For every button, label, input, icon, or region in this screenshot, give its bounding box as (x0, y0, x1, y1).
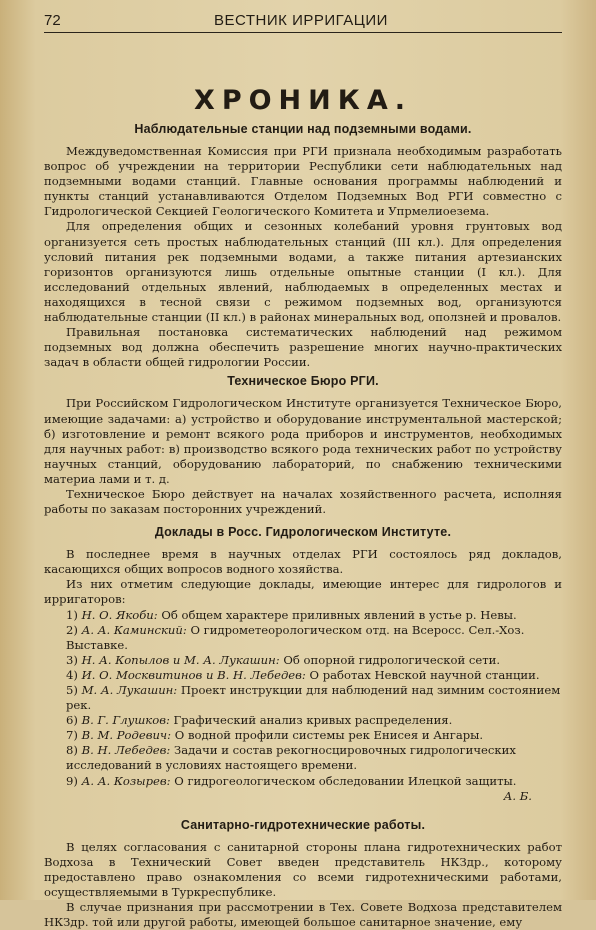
section-heading-reports: Доклады в Росс. Гидрологическом Институте. (154, 525, 452, 540)
list-item: 3) Н. А. Копылов и М. А. Лукашин: Об опорной гидрологической сети. (66, 652, 501, 667)
section-heading-technical-bureau: Техническое Бюро РГИ. (227, 374, 379, 389)
paragraph: Из них отметим следующие доклады, имеющие интерес для гидрологов и ирригаторов: (44, 577, 562, 607)
paragraph: Правильная постановка систематических наблюдений над режимом подземных вод должна обеспечить разрешение многих научно-практических задач в области общей гидрологии России. (44, 325, 562, 370)
section-heading-sanitary-works: Санитарно-гидротехнические работы. (180, 817, 426, 832)
paragraph: Для определения общих и сезонных колебаний уровня грунтовых вод организуется сеть простых наблюдательных станций (III кл.). Для определения условий питания рек подземными водами, а также питания артезианских горизонтов организуются лишь отдельные опытные станции (I кл.). Для исследований отдельных явлений, наблюдаемых в определенных местах и находящихся в тесной связи с режимом подземных вод, организуются наблюдательные станции (II кл.) в районах минеральных вод, оползней и провалов. (44, 219, 562, 325)
list-item: 5) М. А. Лукашин: Проект инструкции для наблюдений над зимним состоянием рек. (66, 683, 561, 713)
paragraph: Междуведомственная Комиссия при РГИ признала необходимым разработать вопрос об учреждении на территории Республики сети наблюдательных над подземными водами станций. Главные основания программы наблюдений и пункты станций устанавливаются Отделом Подземных Вод РГИ совместно с Гидрологической Секцией Геологического Комитета и Упрмелиоезема. (44, 144, 562, 219)
paragraph: В целях согласования с санитарной стороны плана гидротехнических работ Водхоза в Технический Совет введен представитель НКЗдр., которому предоставлено право ознакомления со всеми гидротехническими работами, осуществляемыми в Туркреспублике. (44, 839, 562, 899)
list-item: 9) А. А. Козырев: О гидрогеологическом обследовании Илецкой защиты. (66, 773, 517, 788)
running-header (44, 12, 562, 33)
list-item: 2) А. А. Каминский: О гидрометеорологическом отд. на Всеросс. Сел.-Хоз. Выставке. (66, 622, 525, 652)
list-item: 7) В. М. Родевич: О водной профили системы рек Енисея и Ангары. (66, 728, 484, 743)
reports-list (44, 608, 562, 789)
list-item: 6) В. Г. Глушков: Графический анализ кривых распределения. (66, 713, 453, 728)
page-number: 72 (44, 12, 61, 29)
chronicle-title: ХРОНИКА. (194, 85, 412, 116)
list-item: 8) В. Н. Лебедев: Задачи и состав рекогносцировочных гидрологических исследований в условиях настоящего времени. (66, 743, 516, 773)
signature: А. Б. (503, 788, 532, 803)
paragraph: В случае признания при рассмотрении в Тех. Совете Водхоза представителем НКЗдр. той или другой работы, имеющей большое санитарное значение, ему (44, 900, 562, 930)
list-item: 4) И. О. Москвитинов и В. Н. Лебедев: О работах Невской научной станции. (66, 667, 540, 682)
list-item: 1) Н. О. Якоби: Об общем характере приливных явлений в устье р. Невы. (66, 607, 517, 622)
paragraph: Техническое Бюро действует на началах хозяйственного расчета, исполняя работы по заказам посторонних учреждений. (44, 486, 562, 517)
section-heading-observation-stations: Наблюдательные станции над подземными водами. (134, 122, 472, 136)
paragraph: В последнее время в научных отделах РГИ состоялось ряд докладов, касающихся общих вопросов водного хозяйства. (44, 547, 562, 577)
journal-title: ВЕСТНИК ИРРИГАЦИИ (214, 12, 388, 29)
paragraph: При Российском Гидрологическом Институте организуется Техническое Бюро, имеющие задачами: а) устройство и оборудование инструментальной мастерской; б) изготовление и ремонт всякого рода приборов и инструментов, необходимых для научных работ: в) производство всякого рода технических работ по устройству научных станций, оборудованию лабораторий, по снабжению техническими материа лами и т. д. (44, 396, 562, 486)
